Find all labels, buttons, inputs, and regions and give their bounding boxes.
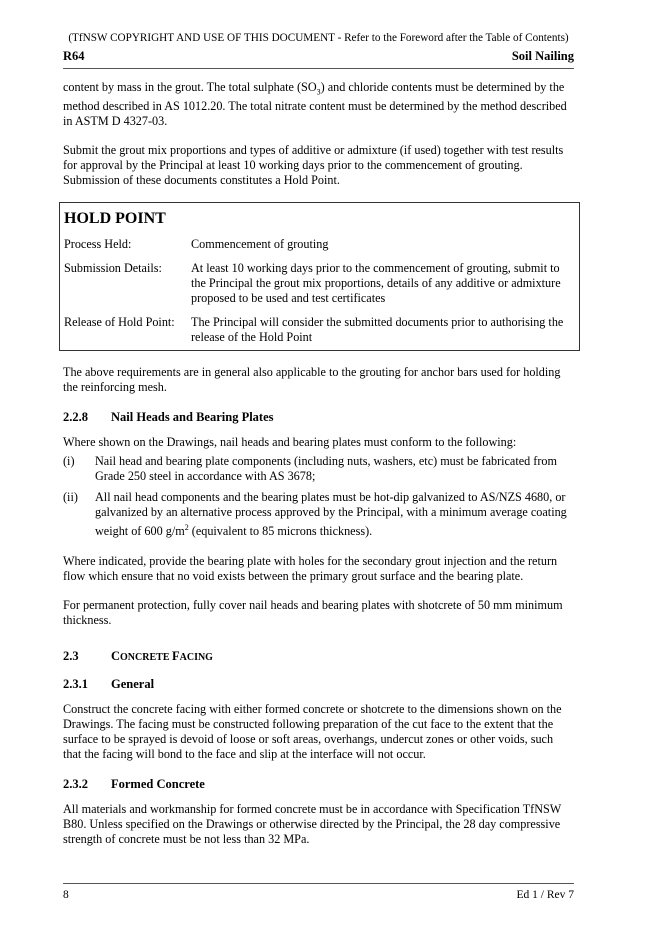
- running-header: [63, 49, 574, 64]
- list-item: [63, 454, 574, 484]
- after-hold-paragraph: The above requirements are in general also applicable to the grouting for anchor bars used for holding the reinforcing mesh.: [63, 365, 561, 395]
- hold-point-row: [64, 261, 575, 306]
- hold-point-value: Commencement of grouting: [191, 237, 329, 252]
- list-marker: (i): [63, 454, 75, 469]
- superscript: 2: [184, 523, 189, 533]
- page-body: [63, 80, 574, 861]
- hold-point-value: The Principal will consider the submitted documents prior to authorising the release of the Hold Point: [191, 315, 564, 345]
- hold-point-title: HOLD POINT: [64, 210, 166, 228]
- edition-revision: Ed 1 / Rev 7: [516, 889, 574, 901]
- list-marker: (ii): [63, 490, 78, 505]
- page-footer: [63, 888, 574, 903]
- copyright-notice: (TfNSW COPYRIGHT AND USE OF THIS DOCUMENT - Refer to the Foreword after the Table of Contents): [68, 32, 569, 44]
- subscript: 3: [316, 87, 321, 97]
- page-number: 8: [63, 889, 69, 901]
- hold-point-label: Release of Hold Point:: [64, 315, 175, 330]
- list-text: All nail head components and the bearing plates must be hot-dip galvanized to AS/NZS 4680, or galvanized by an alternative process approved by the Principal, with a minimum average coating weight of 600 $g/m^2$ (equivalent to 85 microns thickness).: [95, 490, 567, 539]
- hold-point-box: [59, 202, 580, 351]
- intro-paragraph-1: content by mass in the grout. The total sulphate $(SO_3)$ and chloride contents must be determined by the method described in AS 1012.20. The total nitrate content must be determined by the method described in ASTM D 4327-03.: [63, 80, 567, 129]
- section-2-3-2-paragraph: All materials and workmanship for formed concrete must be in accordance with Specification TfNSW B80. Unless specified on the Drawings or otherwise directed by the Principal, the 28 day compressive strength of concrete must be not less than 32 MPa.: [63, 801, 562, 846]
- section-heading-2-2-8: 2.2.8 Nail Heads and Bearing Plates: [63, 410, 274, 425]
- section-2-2-8-intro: Where shown on the Drawings, nail heads and bearing plates must conform to the following:: [63, 435, 517, 450]
- spec-title: Soil Nailing: [511, 49, 574, 63]
- section-2-2-8-paragraph-1: Where indicated, provide the bearing plate with holes for the secondary grout injection and the return flow which ensure that no void exists between the primary grout surface and the bearing plate.: [63, 553, 558, 583]
- section-2-2-8-paragraph-2: For permanent protection, fully cover nail heads and bearing plates with shotcrete of 50 mm minimum thickness.: [63, 597, 563, 627]
- section-heading-2-3: 2.3 CONCRETE FACING: [63, 648, 213, 663]
- list-text: Nail head and bearing plate components (including nuts, washers, etc) must be fabricated from Grade 250 steel in accordance with AS 3678;: [95, 454, 557, 484]
- hold-point-value: At least 10 working days prior to the commencement of grouting, submit to the Principal the grout mix proportions, details of any additive or admixture proposed to be used and test certificates: [191, 261, 561, 306]
- hold-point-row: [64, 237, 575, 252]
- hold-point-label: Process Held:: [64, 237, 132, 252]
- section-2-3-1-paragraph: Construct the concrete facing with either formed concrete or shotcrete to the dimensions shown on the Drawings. The facing must be constructed following preparation of the cut face to the extent that the surface to be sprayed is devoid of loose or soft areas, overhangs, undercut zones or other voids, such that the facing will bond to the face and slip at the interface will not occur.: [63, 701, 562, 761]
- hold-point-row: [64, 315, 575, 345]
- list-item: [63, 490, 574, 539]
- section-heading-2-3-2: 2.3.2 Formed Concrete: [63, 776, 205, 791]
- section-heading-2-3-1: 2.3.1 General: [63, 676, 155, 691]
- footer-rule: [63, 883, 574, 884]
- spec-code: R64: [63, 49, 85, 63]
- intro-paragraph-2: Submit the grout mix proportions and types of additive or admixture (if used) together with test results for approval by the Principal at least 10 working days prior to the commencement of grouting. Submission of these documents constitutes a Hold Point.: [63, 143, 564, 188]
- hold-point-label: Submission Details:: [64, 261, 162, 276]
- header-rule: [63, 68, 574, 69]
